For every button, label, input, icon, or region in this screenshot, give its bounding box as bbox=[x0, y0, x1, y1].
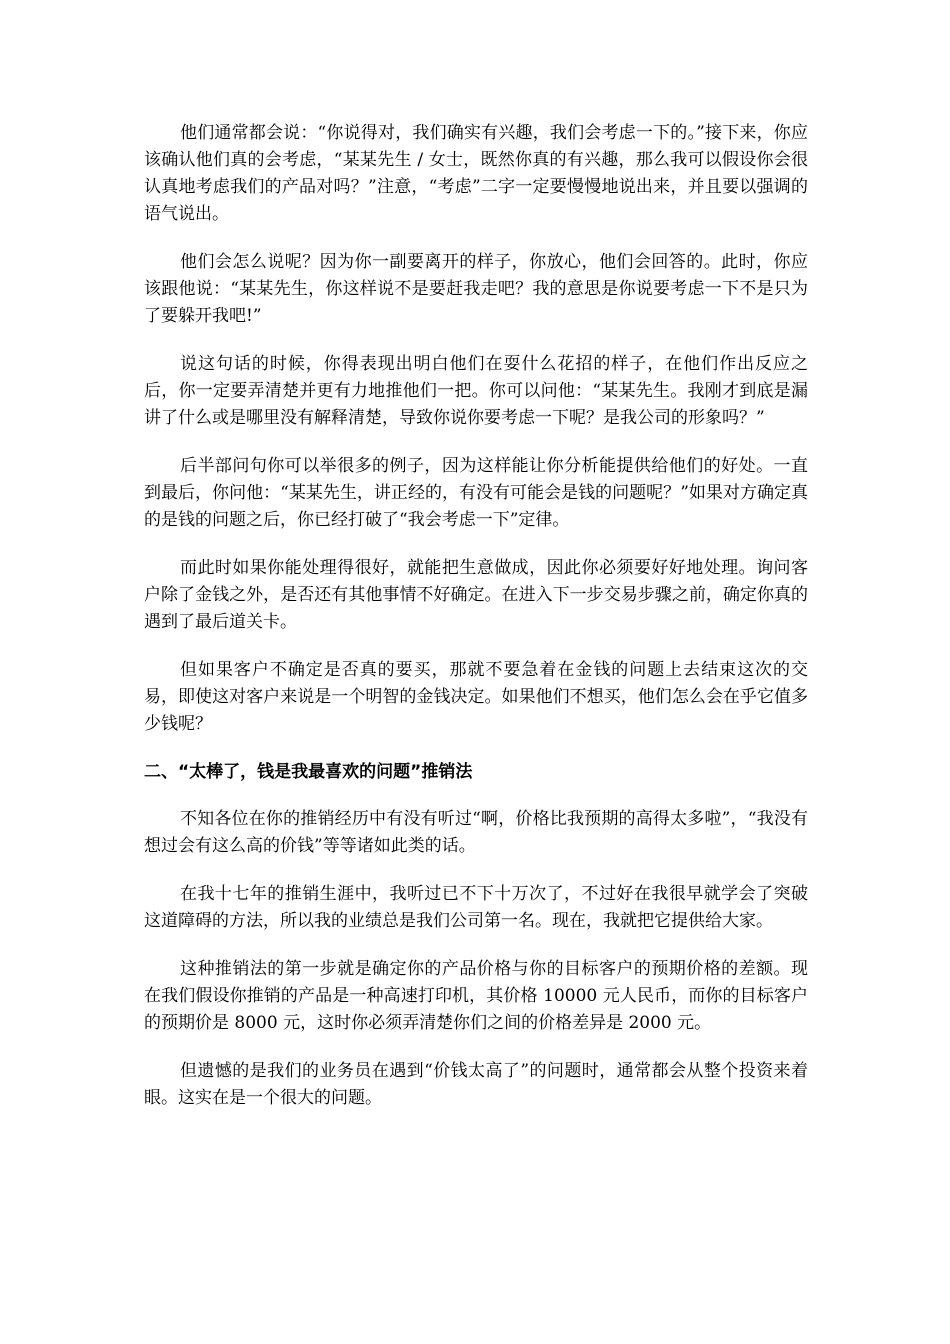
paragraph: 不知各位在你的推销经历中有没有听过“啊，价格比我预期的高得太多啦”，“我没有想过会有这么高的价钱”等等诸如此类的话。 bbox=[144, 809, 808, 856]
paragraph: 而此时如果你能处理得很好，就能把生意做成，因此你必须要好好地处理。询问客户除了金钱之外，是否还有其他事情不好确定。在进入下一步交易步骤之前，确定你真的遇到了最后道关卡。 bbox=[144, 558, 808, 632]
paragraph: 在我十七年的推销生涯中，我听过已不下十万次了，不过好在我很早就学会了突破这道障碍的方法，所以我的业绩总是我们公司第一名。现在，我就把它提供给大家。 bbox=[144, 884, 808, 931]
paragraph: 说这句话的时候，你得表现出明白他们在耍什么花招的样子，在他们作出反应之后，你一定要弄清楚并更有力地推他们一把。你可以问他：“某某先生。我刚才到底是漏讲了什么或是哪里没有解释清楚，导致你说你要考虑一下呢？是我公司的形象吗？” bbox=[144, 354, 808, 428]
paragraph: 他们通常都会说：“你说得对，我们确实有兴趣，我们会考虑一下的。”接下来，你应该确认他们真的会考虑，“某某先生 / 女士，既然你真的有兴趣，那么我可以假设你会很认真地考虑我们的产品对吗？”注意，“考虑”二字一定要慢慢地说出来，并且要以强调的语气说出。 bbox=[144, 123, 808, 224]
paragraph: 但遗憾的是我们的业务员在遇到“价钱太高了”的问题时，通常都会从整个投资来着眼。这实在是一个很大的问题。 bbox=[144, 1061, 808, 1108]
paragraph: 这种推销法的第一步就是确定你的产品价格与你的目标客户的预期价格的差额。现在我们假设你推销的产品是一种高速打印机，其价格 10000 元人民币，而你的目标客户的预期价是 8000 元，这时你必须弄清楚你们之间的价格差异是 2000 元。 bbox=[144, 959, 808, 1033]
document-page bbox=[144, 120, 808, 1133]
paragraph: 后半部问句你可以举很多的例子，因为这样能让你分析能提供给他们的好处。一直到最后，你问他：“某某先生，讲正经的，有没有可能会是钱的问题呢？”如果对方确定真的是钱的问题之后，你已经打破了“我会考虑一下”定律。 bbox=[144, 456, 808, 530]
paragraph: 他们会怎么说呢？因为你一副要离开的样子，你放心，他们会回答的。此时，你应该跟他说：“某某先生，你这样说不是要赶我走吧？我的意思是你说要考虑一下不是只为了要躲开我吧!” bbox=[144, 252, 808, 326]
section-heading: 二、“太棒了，钱是我最喜欢的问题”推销法 bbox=[144, 762, 473, 782]
paragraph: 但如果客户不确定是否真的要买，那就不要急着在金钱的问题上去结束这次的交易，即使这对客户来说是一个明智的金钱决定。如果他们不想买，他们怎么会在乎它值多少钱呢？ bbox=[144, 660, 808, 734]
